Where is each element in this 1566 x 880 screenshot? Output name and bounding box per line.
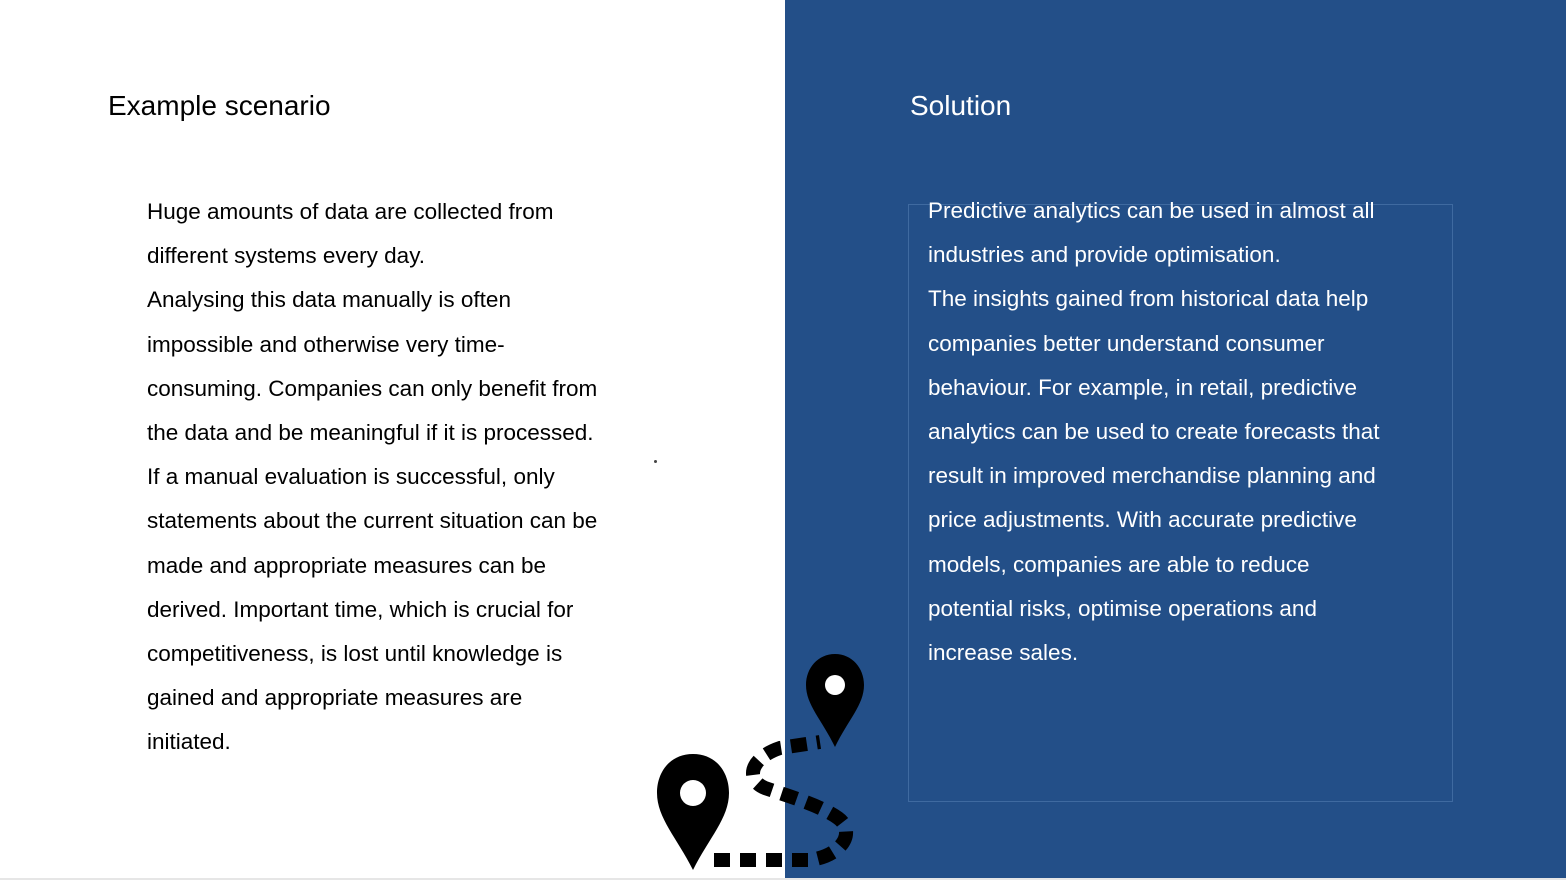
text-line: potential risks, optimise operations and <box>928 595 1317 621</box>
text-line: consuming. Companies can only benefit from <box>147 375 598 401</box>
text-line: price adjustments. With accurate predictive <box>928 507 1357 533</box>
example-scenario-heading: Example scenario <box>108 90 331 121</box>
text-line: made and appropriate measures can be <box>147 552 547 578</box>
text-line: Analysing this data manually is often <box>147 287 511 313</box>
solution-text <box>928 189 1443 675</box>
text-line: result in improved merchandise planning and <box>928 463 1376 489</box>
text-line: If a manual evaluation is successful, only <box>147 464 555 490</box>
text-line: different systems every day. <box>147 243 426 269</box>
text-line: Predictive analytics can be used in almost all <box>928 198 1375 223</box>
text-line: derived. Important time, which is crucial for <box>147 596 574 622</box>
example-scenario-text <box>147 190 657 765</box>
text-line: statements about the current situation can be <box>147 508 598 534</box>
text-line: behaviour. For example, in retail, predictive <box>928 374 1357 400</box>
dashed-route-path <box>714 742 846 860</box>
text-line: impossible and otherwise very time- <box>147 331 505 357</box>
solution-heading: Solution <box>910 90 1012 121</box>
text-line: the data and be meaningful if it is processed. <box>147 420 594 446</box>
large-map-pin-icon <box>657 754 729 870</box>
text-line: competitiveness, is lost until knowledge is <box>147 641 563 667</box>
text-line: companies better understand consumer <box>928 330 1325 356</box>
text-line: Huge amounts of data are collected from <box>147 199 554 224</box>
text-line: initiated. <box>147 729 231 755</box>
text-line: The insights gained from historical data help <box>928 286 1369 312</box>
stray-dot <box>654 460 657 463</box>
text-line: increase sales. <box>928 640 1079 666</box>
text-line: gained and appropriate measures are <box>147 685 523 711</box>
text-line: analytics can be used to create forecasts that <box>928 419 1380 445</box>
text-line: models, companies are able to reduce <box>928 551 1310 577</box>
text-line: industries and provide optimisation. <box>928 242 1281 268</box>
small-map-pin-icon <box>806 654 864 747</box>
route-map-pins-icon <box>650 650 870 878</box>
